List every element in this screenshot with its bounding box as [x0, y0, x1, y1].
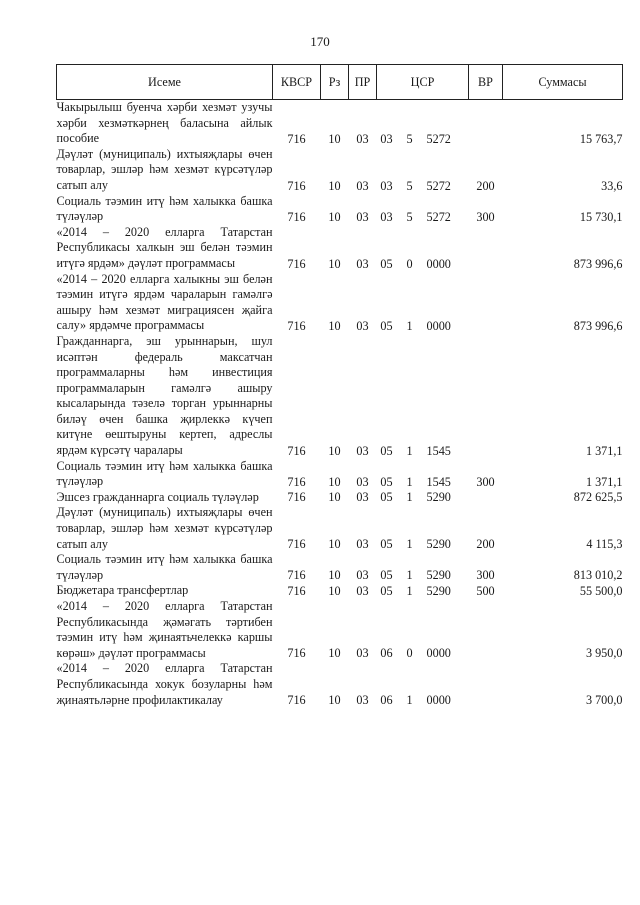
row-rz: 10 [328, 178, 341, 193]
row-kvsr: 716 [287, 646, 306, 661]
table-row [57, 225, 623, 272]
row-kvsr: 716 [287, 584, 306, 598]
row-csr-code: 1545 [426, 474, 451, 489]
row-csr-subprogram: 5 [406, 178, 413, 193]
row-vr: 300 [476, 474, 495, 489]
row-csr [377, 147, 469, 194]
row-rz: 10 [328, 443, 341, 458]
row-csr [377, 334, 469, 459]
row-csr-program: 05 [380, 537, 393, 552]
row-kvsr: 716 [287, 178, 306, 193]
row-sum: 1 371,1 [585, 443, 623, 458]
row-pr: 03 [356, 256, 369, 271]
row-sum: 813 010,2 [573, 568, 623, 583]
row-kvsr: 716 [287, 568, 306, 583]
row-sum: 873 996,6 [573, 318, 623, 333]
row-csr-program: 05 [380, 490, 393, 505]
row-sum: 33,6 [601, 178, 623, 193]
row-vr: 200 [476, 537, 495, 552]
row-name: Гражданнарга, эш урыннарын, шул исәптән федераль максатчан программаларны һәм инвестиция программаларын гамәлгә ашыру кысаларында тәзелә торган урыннарны биләү өчен башка җирлеккә күчеп китүне өештыруны кертеп, адреслы ярдәм күрсәтү чаралары [56, 333, 273, 458]
row-csr-subprogram: 1 [406, 584, 413, 598]
row-vr: 500 [476, 584, 495, 598]
row-pr: 03 [356, 131, 369, 146]
page-number: 170 [310, 34, 330, 49]
row-name: Бюджетара трансфертлар [56, 583, 189, 598]
table-row [57, 100, 623, 147]
row-csr-program: 03 [380, 209, 393, 224]
row-name: «2014 – 2020 елларга Татарстан Республикасында хокук бозуларны һәм җинаятьләрне профилактикалау [56, 661, 273, 707]
row-vr [469, 272, 503, 334]
row-csr-subprogram: 1 [406, 537, 413, 552]
table-row [57, 490, 623, 506]
row-kvsr: 716 [287, 474, 306, 489]
row-vr [469, 661, 503, 708]
row-kvsr: 716 [287, 131, 306, 146]
row-csr [377, 552, 469, 583]
row-vr [469, 225, 503, 272]
row-csr-code: 0000 [426, 256, 451, 271]
header-name: Исеме [57, 65, 273, 100]
row-pr: 03 [356, 693, 369, 708]
row-sum: 15 730,1 [579, 209, 623, 224]
row-pr: 03 [356, 646, 369, 661]
header-kvsr: КВСР [273, 65, 321, 100]
row-csr-subprogram: 1 [406, 474, 413, 489]
row-csr-subprogram: 1 [406, 443, 413, 458]
row-rz: 10 [328, 584, 341, 598]
row-csr-program: 06 [380, 646, 393, 661]
row-csr-code: 5290 [426, 568, 451, 583]
header-sum: Суммасы [503, 65, 623, 100]
table-row [57, 583, 623, 599]
row-rz: 10 [328, 131, 341, 146]
row-vr: 300 [476, 209, 495, 224]
row-pr: 03 [356, 474, 369, 489]
row-pr: 03 [356, 490, 369, 505]
header-rz: Рз [321, 65, 349, 100]
header-row [57, 65, 623, 100]
row-kvsr: 716 [287, 209, 306, 224]
row-csr-subprogram: 5 [406, 131, 413, 146]
row-csr-program: 05 [380, 318, 393, 333]
row-name: «2014 – 2020 елларга Татарстан Республикасында җәмәгать тәртибен тәэмин итү һәм җинаятьчелеккә каршы көрәш» дәүләт программасы [56, 599, 273, 660]
row-csr-code: 5272 [426, 178, 451, 193]
row-pr: 03 [356, 318, 369, 333]
row-kvsr: 716 [287, 443, 306, 458]
table-row [57, 459, 623, 490]
row-pr: 03 [356, 568, 369, 583]
row-csr [377, 459, 469, 490]
header-csr: ЦСР [377, 65, 469, 100]
row-rz: 10 [328, 646, 341, 661]
row-kvsr: 716 [287, 693, 306, 708]
row-rz: 10 [328, 568, 341, 583]
row-name: Чакырылыш буенча хәрби хезмәт узучы хәрби хезмәткәрнең баласына айлык пособие [56, 100, 273, 146]
row-csr-subprogram: 0 [406, 646, 413, 661]
row-vr [469, 100, 503, 147]
table-row [57, 147, 623, 194]
row-sum: 872 625,5 [573, 490, 623, 505]
row-pr: 03 [356, 584, 369, 598]
row-kvsr: 716 [287, 256, 306, 271]
row-csr [377, 194, 469, 225]
row-name: Социаль тәэмин итү һәм халыкка башка түләүләр [56, 193, 273, 224]
row-vr [469, 490, 503, 506]
row-csr-program: 05 [380, 584, 393, 598]
row-sum: 55 500,0 [579, 584, 623, 598]
row-csr [377, 583, 469, 599]
row-kvsr: 716 [287, 490, 306, 505]
row-csr-program: 05 [380, 474, 393, 489]
row-csr-program: 05 [380, 568, 393, 583]
table-body [57, 100, 623, 709]
row-rz: 10 [328, 474, 341, 489]
row-rz: 10 [328, 209, 341, 224]
row-csr-program: 06 [380, 693, 393, 708]
row-name: «2014 – 2020 елларга Татарстан Республикасы халкын эш белән тәэмин итүгә ярдәм» дәүләт программасы [56, 224, 273, 270]
row-rz: 10 [328, 693, 341, 708]
row-csr-subprogram: 1 [406, 318, 413, 333]
row-sum: 3 950,0 [585, 646, 623, 661]
row-sum: 873 996,6 [573, 256, 623, 271]
row-csr [377, 100, 469, 147]
row-sum: 4 115,3 [586, 537, 623, 552]
table-row [57, 661, 623, 708]
row-csr-program: 03 [380, 178, 393, 193]
row-csr-subprogram: 1 [406, 568, 413, 583]
row-name: Дәүләт (муниципаль) ихтыяҗлары өчен товарлар, эшләр һәм хезмәт күрсәтүләр сатып алу [56, 505, 273, 551]
header-pr: ПР [349, 65, 377, 100]
row-csr-subprogram: 1 [406, 693, 413, 708]
row-csr [377, 272, 469, 334]
table-row [57, 194, 623, 225]
row-pr: 03 [356, 443, 369, 458]
row-csr-code: 5272 [426, 209, 451, 224]
budget-table [56, 64, 623, 708]
row-csr-subprogram: 1 [406, 490, 413, 505]
row-csr [377, 505, 469, 552]
row-csr [377, 490, 469, 506]
row-vr: 300 [476, 568, 495, 583]
row-name: Социаль тәэмин итү һәм халыкка башка түләүләр [56, 458, 273, 489]
row-kvsr: 716 [287, 318, 306, 333]
table-row [57, 599, 623, 661]
row-csr-code: 5290 [426, 490, 451, 505]
row-csr-subprogram: 5 [406, 209, 413, 224]
row-csr-code: 5290 [426, 584, 451, 598]
row-csr-code: 1545 [426, 443, 451, 458]
table-row [57, 505, 623, 552]
row-csr-code: 0000 [426, 693, 451, 708]
row-csr-code: 0000 [426, 318, 451, 333]
row-pr: 03 [356, 537, 369, 552]
row-vr [469, 599, 503, 661]
row-csr-subprogram: 0 [406, 256, 413, 271]
row-vr [469, 334, 503, 459]
row-csr-program: 05 [380, 256, 393, 271]
row-sum: 15 763,7 [579, 131, 623, 146]
row-csr-code: 5272 [426, 131, 451, 146]
table-row [57, 272, 623, 334]
row-kvsr: 716 [287, 537, 306, 552]
row-rz: 10 [328, 490, 341, 505]
row-csr [377, 599, 469, 661]
row-csr-program: 03 [380, 131, 393, 146]
row-rz: 10 [328, 537, 341, 552]
row-csr [377, 225, 469, 272]
row-vr: 200 [476, 178, 495, 193]
table-row [57, 334, 623, 459]
row-rz: 10 [328, 318, 341, 333]
row-pr: 03 [356, 178, 369, 193]
row-csr-program: 05 [380, 443, 393, 458]
row-pr: 03 [356, 209, 369, 224]
row-csr-code: 0000 [426, 646, 451, 661]
row-sum: 1 371,1 [585, 474, 623, 489]
header-vr: ВР [469, 65, 503, 100]
row-name: «2014 – 2020 елларга халыкны эш белән тәэмин итүгә ярдәм чараларын гамәлгә ашыру һәм хезмәт миграциясен җайга салу» ярдәмче программасы [56, 271, 273, 333]
row-name: Эшсез гражданнарга социаль түләүләр [56, 489, 259, 504]
row-name: Дәүләт (муниципаль) ихтыяҗлары өчен товарлар, эшләр һәм хезмәт күрсәтүләр сатып алу [56, 146, 273, 192]
row-sum: 3 700,0 [585, 693, 623, 708]
row-csr-code: 5290 [426, 537, 451, 552]
row-rz: 10 [328, 256, 341, 271]
row-csr [377, 661, 469, 708]
row-name: Социаль тәэмин итү һәм халыкка башка түләүләр [56, 552, 273, 582]
table-row [57, 552, 623, 583]
